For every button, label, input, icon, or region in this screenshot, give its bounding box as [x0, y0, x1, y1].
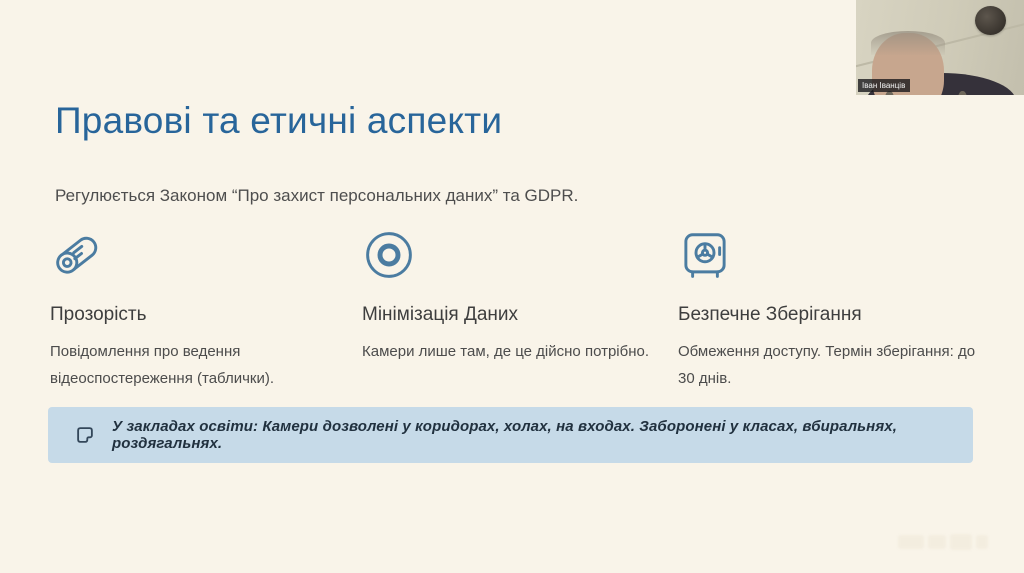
tube-cylinder-icon: [50, 228, 350, 286]
column-data-minimisation: [362, 228, 662, 365]
column-description: Камери лише там, де це дійсно потрібно.: [362, 343, 650, 360]
callout-box: [48, 407, 973, 463]
donut-target-icon: [362, 228, 662, 286]
column-description: Обмеження доступу. Термін зберігання: до 30 днів.: [678, 343, 976, 387]
safe-vault-icon: [678, 228, 978, 286]
participant-name-label: Іван Іванців: [858, 79, 910, 92]
wall-clock: [975, 6, 1006, 35]
column-description: Повідомлення про ведення відеоспостереження (таблички).: [50, 343, 275, 387]
column-title: Прозорість: [50, 304, 147, 325]
webcam-tile[interactable]: [856, 0, 1024, 95]
column-transparency: [50, 228, 350, 392]
callout-text: У закладах освіти: Камери дозволені у коридорах, холах, на входах. Заборонені у класах, вбиральнях, роздягальнях.: [112, 418, 897, 452]
column-title: Мінімізація Даних: [362, 304, 519, 325]
column-secure-storage: [678, 228, 978, 392]
slide-subtitle: Регулюється Законом “Про захист персональних даних” та GDPR.: [55, 186, 579, 205]
watermark: [894, 533, 988, 551]
column-title: Безпечне Зберігання: [678, 304, 862, 325]
note-icon: [74, 424, 96, 446]
slide-title: Правові та етичні аспекти: [55, 100, 503, 141]
